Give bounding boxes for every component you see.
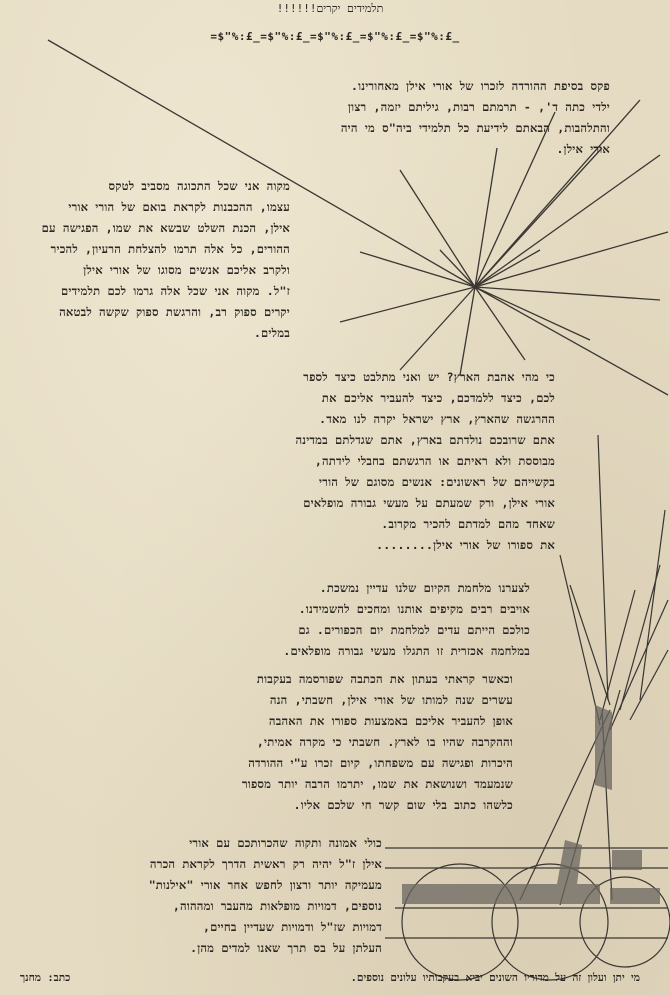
- text-line: לכם, כיצד ללמדכם, כיצד להעביר אליכם את: [321, 391, 555, 405]
- text-line: ז"ל. מקוה אני שכל אלה גרמו לכם תלמידים: [60, 284, 290, 298]
- text-line: כולכם הייתם עדים למלחמת יום הכפורים. גם: [298, 623, 530, 637]
- author-signature: כתב: מחנך: [20, 972, 71, 984]
- text-line: לצערנו מלחמת הקיום שלנו עדיין נמשכת.: [319, 581, 530, 595]
- footer-note: מי יתן ועלון זה על מדוריו השונים יביא בעקבותיו עלונים נוספים.: [350, 972, 640, 984]
- text-line: אילן ז"ל יהיה רק ראשית הדרך לקראת הכרה: [149, 857, 382, 871]
- paragraph-ceremony: [35, 176, 290, 344]
- text-line: נוספים, דמויות מופלאות מהעבר ומההוה,: [172, 899, 382, 913]
- text-line: ילדי כתה ד', - תרמתם רבות, גיליתם יזמה, רצון: [348, 100, 610, 114]
- text-line: אויבים רבים מקיפים אותנו ומחכים להשמידנו.: [298, 602, 530, 616]
- text-line: פקס בסיפת ההורדה לזכרו של אורי אילן מאחורינו.: [351, 79, 610, 93]
- text-line: והתלהבות, הבאתם לידיעת כל תלמידי ביה"ס מי היה: [340, 121, 610, 135]
- text-line: כי מהי אהבת הארץ? יש ואני מתלבט כיצד לספר: [303, 370, 555, 384]
- text-line: את ספורו של אורי אילן........: [376, 538, 555, 552]
- text-line: מעמיקה יותר ורצון לחפש אחר אורי "אילנות": [148, 878, 382, 892]
- text-line: דמויות שז"ל ודמויות שעדיין בחיים,: [202, 920, 382, 934]
- text-line: היכרות ופגישה עם משפחתו, קיום זכרו ע"י ההורדה: [248, 756, 513, 770]
- text-line: יקרים ספוק רב, והרגשת ספוק שקשה לבטאה: [59, 305, 290, 319]
- text-line: אופן להעביר אליכם באמצעות ספורו את האהבה: [268, 714, 513, 728]
- footer: [20, 972, 640, 984]
- text-line: מבוססת ולא ראיתם או הרגשתם בחבלי לידתה,: [314, 454, 555, 468]
- text-line: במלים.: [253, 326, 290, 340]
- text-line: ההורים, כל אלה תרמו להצלחת הרעיון, להכיר: [50, 242, 290, 256]
- text-line: במלחמה אכזרית זו התגלו מעשי גבורה מופלאים.: [283, 644, 530, 658]
- text-line: עצמו, ההכבנות לקראת בואם של הורי אורי: [68, 200, 290, 214]
- text-line: אילן, הכנת השלט שבשא את שמו, הפגישה עם: [41, 221, 290, 235]
- text-line: כולי אמונה ותקוה שהכרותכם עם אורי: [189, 836, 382, 850]
- text-line: אורי אילן.: [556, 142, 610, 156]
- text-line: שאחד מהם למדתם להכיר מקרוב.: [381, 517, 555, 531]
- text-line: ולקרב אליכם אנשים מסוגו של אורי אילן: [83, 263, 290, 277]
- paragraph-love-of-land: [95, 367, 555, 556]
- text-line: אורי אילן, ורק שמעתם על מעשי גבורה מופלאים: [303, 496, 555, 510]
- text-line: וכאשר קראתי בעתון את הכתבה שפורסמה בעקבות: [256, 672, 513, 686]
- page-title: תלמידים יקרים!!!!!!: [276, 2, 384, 15]
- decorative-divider: =$"%:£_=$"%:£_=$"%:£_=$"%:£_=$"%:£_: [210, 30, 460, 43]
- paragraph-newspaper: [23, 669, 513, 816]
- text-line: וההקרבה שהיו בו לארץ. חשבתי כי מקרה אמיתי,: [256, 735, 513, 749]
- text-line: שנמעמד ושנושאת את שמו, יתרמו הרבה יותר מספור: [241, 777, 513, 791]
- paragraph-war: [25, 578, 530, 662]
- intro-paragraph: [200, 76, 610, 160]
- paragraph-hope: [22, 833, 382, 959]
- text-line: מקוה אני שכל התכוגה מסביב לטקס: [108, 179, 290, 193]
- text-line: ההרגשה שהארץ, ארץ ישראל יקרה לנו מאד.: [319, 412, 555, 426]
- text-line: כלשהו כתוב בלי שום קשר חי שלכם אליו.: [293, 798, 513, 812]
- text-line: אתם שרובכם נולדתם בארץ, אתם שגדלתם במדינה: [295, 433, 555, 447]
- text-line: העלתן על בס תרך שאנו למדים מהן.: [190, 941, 382, 955]
- text-line: בקשייהם של ראשונים: אנשים מסוגם של הורי: [319, 475, 555, 489]
- text-line: עשרים שנה למותו של אורי אילן, חשבתי, הנה: [269, 693, 513, 707]
